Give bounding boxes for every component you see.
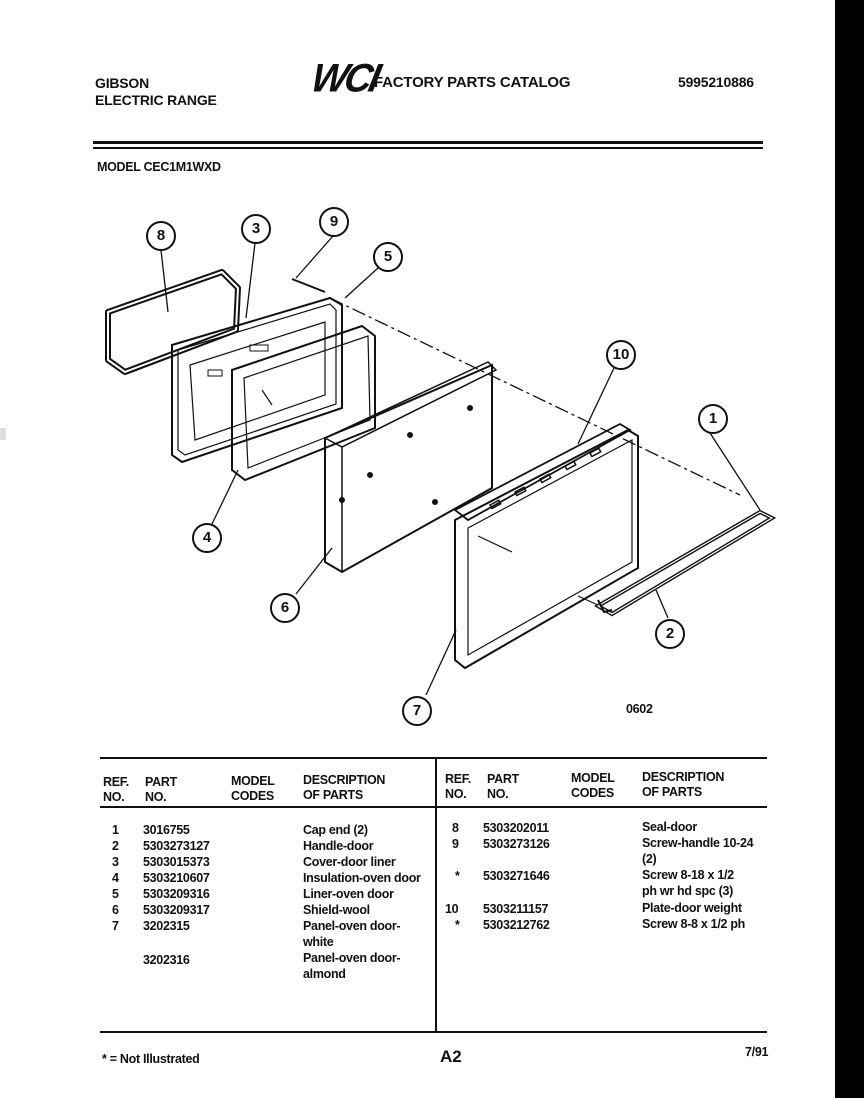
- figure-code: 0602: [626, 702, 653, 716]
- catalog-date: 7/91: [745, 1045, 769, 1059]
- callout-4: 4: [192, 523, 222, 553]
- outer-door-panel: [455, 430, 638, 668]
- row-part: 5303015373: [143, 855, 210, 869]
- row-ref: 7: [112, 919, 119, 933]
- row-part: 3202316: [143, 953, 190, 967]
- row-part: 5303273127: [143, 839, 210, 853]
- row-desc: Screw-handle 10-24: [642, 836, 754, 850]
- catalog-title: FACTORY PARTS CATALOG: [374, 74, 571, 91]
- callout-8: 8: [146, 221, 176, 251]
- row-desc: Handle-door: [303, 839, 374, 853]
- row-ref: *: [455, 869, 460, 883]
- callout-10: 10: [606, 340, 636, 370]
- row-ref: 10: [445, 902, 459, 916]
- row-part: 3016755: [143, 823, 190, 837]
- callout-6: 6: [270, 593, 300, 623]
- callout-2: 2: [655, 619, 685, 649]
- row-desc: Screw 8-8 x 1/2 ph: [642, 917, 745, 931]
- callout-9: 9: [319, 207, 349, 237]
- row-part: 5303273126: [483, 837, 550, 851]
- row-desc: Cover-door liner: [303, 855, 396, 869]
- table-top-rule: [100, 757, 767, 759]
- brand-line-2: ELECTRIC RANGE: [95, 92, 217, 108]
- col-model-header: MODEL: [231, 774, 275, 788]
- callout-7: 7: [402, 696, 432, 726]
- brand-line-1: GIBSON: [95, 75, 150, 91]
- row-ref: 3: [112, 855, 119, 869]
- row-desc: Shield-wool: [303, 903, 370, 917]
- row-ref: 9: [452, 837, 459, 851]
- row-part: 5303202011: [483, 821, 549, 835]
- row-ref: 2: [112, 839, 119, 853]
- col-ref-header: REF.: [103, 775, 129, 789]
- table-divider: [435, 757, 437, 1033]
- row-ref: 6: [112, 903, 119, 917]
- col-desc-header-right: DESCRIPTION: [642, 770, 725, 784]
- col-model-header-2: CODES: [231, 789, 274, 803]
- row-ref: 8: [452, 821, 459, 835]
- col-part-header-right: PART: [487, 772, 519, 786]
- row-part: 5303211157: [483, 902, 549, 916]
- wci-logo: WCI: [307, 56, 382, 102]
- row-desc-cont: (2): [642, 852, 657, 866]
- row-part: 5303209316: [143, 887, 210, 901]
- row-desc: Plate-door weight: [642, 901, 742, 915]
- col-part-header-2: NO.: [145, 790, 167, 804]
- callout-1: 1: [698, 404, 728, 434]
- col-part-header: PART: [145, 775, 177, 789]
- row-desc-cont: almond: [303, 967, 346, 981]
- col-ref-header-2: NO.: [103, 790, 125, 804]
- scan-edge-mark: [0, 428, 6, 440]
- row-part: 5303210607: [143, 871, 210, 885]
- col-ref-header-right: REF.: [445, 772, 471, 786]
- row-ref: 4: [112, 871, 119, 885]
- cover-door-liner: [172, 298, 342, 462]
- row-ref: *: [455, 918, 460, 932]
- col-desc-header-2: OF PARTS: [303, 788, 363, 802]
- model-label: MODEL CEC1M1WXD: [97, 160, 221, 174]
- table-header-rule: [100, 806, 767, 808]
- col-model-header-right: MODEL: [571, 771, 615, 785]
- col-model-header-right-2: CODES: [571, 786, 614, 800]
- page-number: A2: [440, 1047, 462, 1066]
- col-part-header-right-2: NO.: [487, 787, 509, 801]
- row-ref: 5: [112, 887, 119, 901]
- col-desc-header-right-2: OF PARTS: [642, 785, 702, 799]
- row-part: 3202315: [143, 919, 190, 933]
- row-desc-cont: white: [303, 935, 334, 949]
- table-bottom-rule: [100, 1031, 767, 1033]
- callout-5: 5: [373, 242, 403, 272]
- row-desc: Liner-oven door: [303, 887, 394, 901]
- callout-3: 3: [241, 214, 271, 244]
- row-desc: Panel-oven door-: [303, 951, 401, 965]
- col-desc-header: DESCRIPTION: [303, 773, 386, 787]
- row-part: 5303209317: [143, 903, 210, 917]
- row-part: 5303212762: [483, 918, 550, 932]
- row-desc: Panel-oven door-: [303, 919, 401, 933]
- catalog-number: 5995210886: [678, 74, 754, 90]
- row-desc: Screw 8-18 x 1/2: [642, 868, 734, 882]
- door-handle: [598, 512, 772, 614]
- row-desc: Insulation-oven door: [303, 871, 421, 885]
- row-ref: 1: [112, 823, 119, 837]
- col-ref-header-right-2: NO.: [445, 787, 467, 801]
- row-part: 5303271646: [483, 869, 550, 883]
- row-desc: Seal-door: [642, 820, 697, 834]
- shield-wool: [325, 362, 496, 572]
- row-desc: Cap end (2): [303, 823, 368, 837]
- row-desc-cont: ph wr hd spc (3): [642, 884, 734, 898]
- not-illustrated-note: * = Not Illustrated: [102, 1052, 200, 1066]
